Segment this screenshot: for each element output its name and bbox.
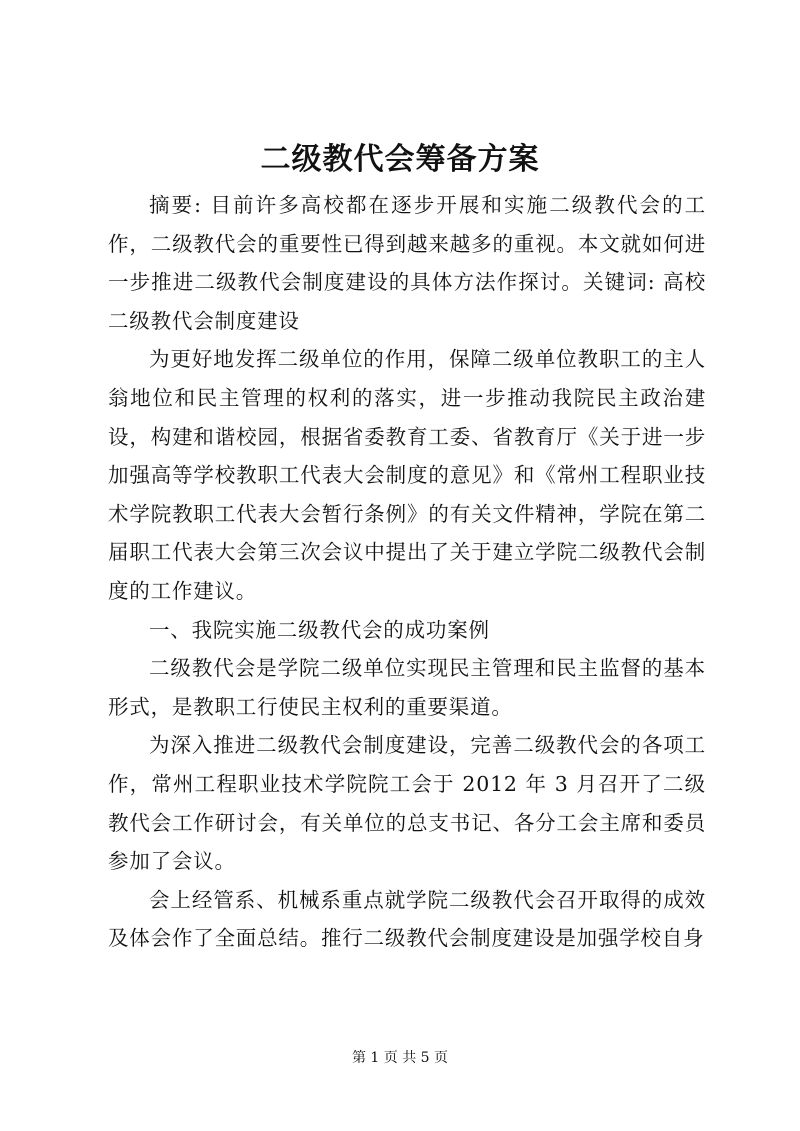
- page-footer: 第 1 页 共 5 页: [351, 1050, 449, 1066]
- paragraph-seminar: 为深入推进二级教代会制度建设，完善二级教代会的各项工作，常州工程职业技术学院院工会于 2012 年 3 月召开了二级教代会工作研讨会，有关单位的总支书记、各分工会主席和委员参加了会议。: [108, 733, 706, 874]
- section-heading-1: 一、我院实施二级教代会的成功案例: [149, 617, 490, 642]
- document-title: 二级教代会筹备方案: [260, 142, 540, 177]
- paragraph-summary: 会上经管系、机械系重点就学院二级教代会召开取得的成效及体会作了全面总结。推行二级教代会制度建设是加强学校自身: [108, 887, 706, 951]
- paragraph-intro: 为更好地发挥二级单位的作用，保障二级单位教职工的主人翁地位和民主管理的权利的落实，进一步推动我院民主政治建设，构建和谐校园，根据省委教育工委、省教育厅《关于进一步加强高等学校教职工代表大会制度的意见》和《常州工程职业技术学院教职工代表大会暂行条例》的有关文件精神，学院在第二届职工代表大会第三次会议中提出了关于建立学院二级教代会制度的工作建议。: [108, 347, 706, 603]
- document-body: [108, 186, 706, 958]
- paragraph-abstract: 摘要: 目前许多高校都在逐步开展和实施二级教代会的工作，二级教代会的重要性已得到越来越多的重视。本文就如何进一步推进二级教代会制度建设的具体方法作探讨。关键词: 高校二级教代会制度建设: [108, 193, 706, 333]
- paragraph-definition: 二级教代会是学院二级单位实现民主管理和民主监督的基本形式，是教职工行使民主权利的重要渠道。: [108, 656, 706, 719]
